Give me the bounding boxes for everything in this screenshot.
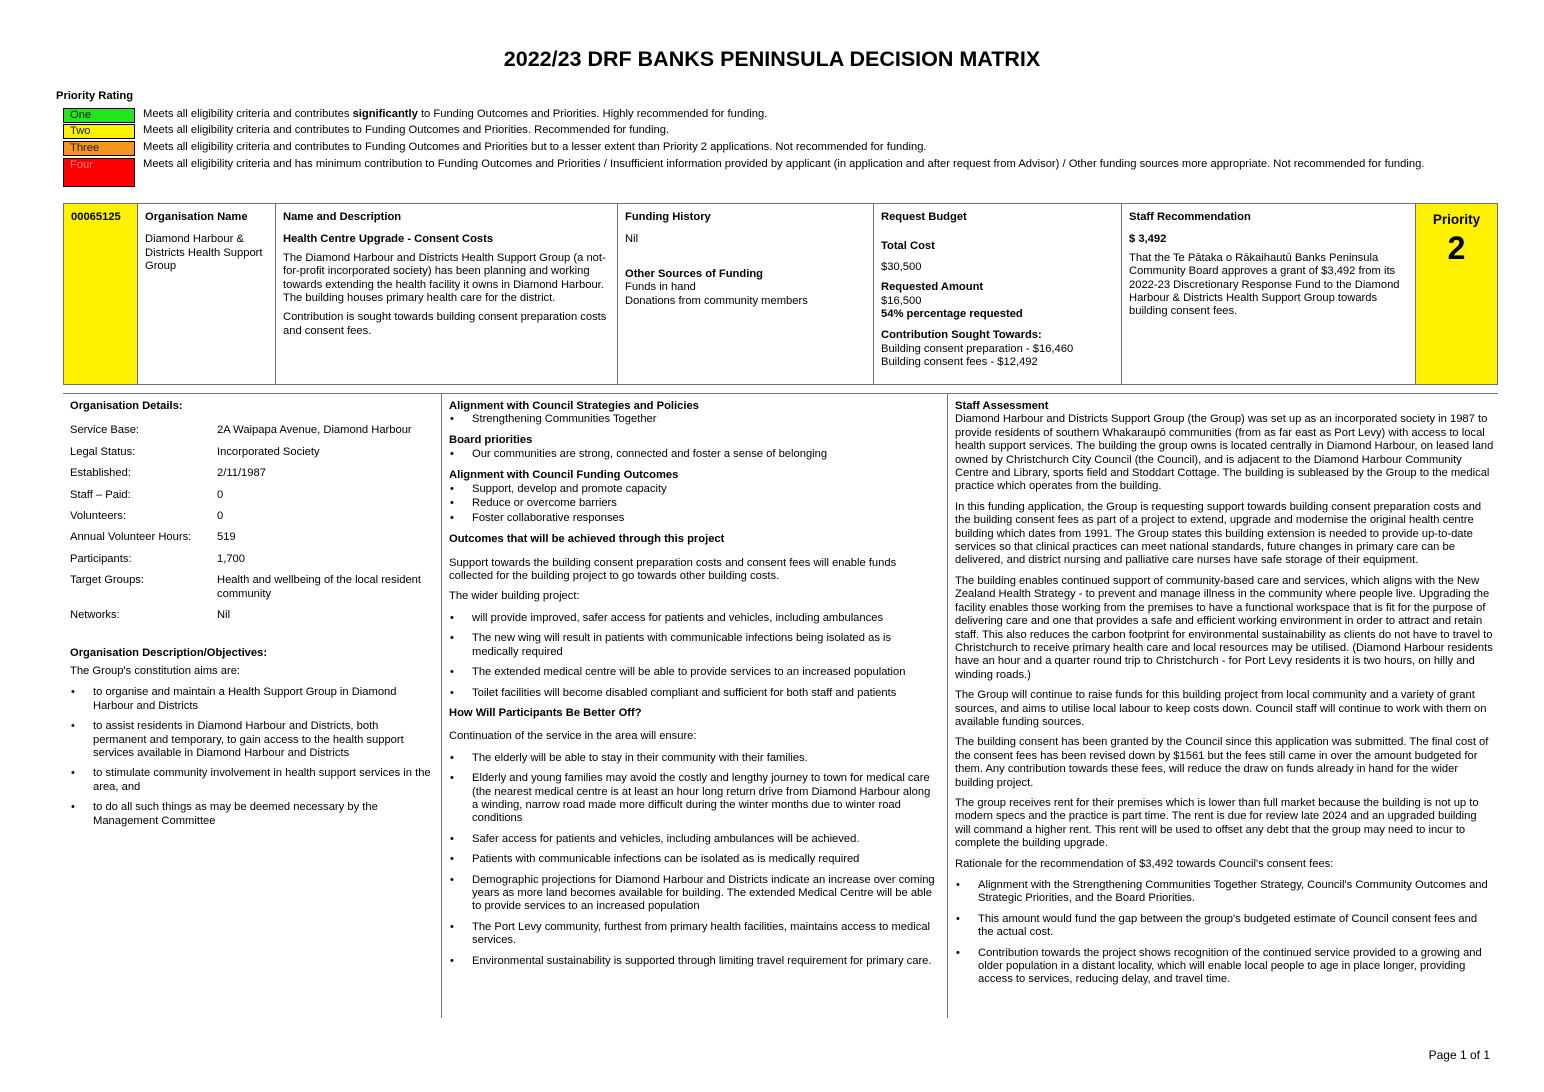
rationale-list [955, 879, 1495, 987]
assessment-paragraph: The building enables continued support of community-based care and services, which aligns with the New Zealand Health Strategy - to prevent and manage illness in the community where people live. Upgrading the facility enables those working from the premises to have a functional workspace that is fit for the purpose of delivering care and one that provides a safe and efficient working environment in order to attract and retain staff. This also reduces the carbon footprint for environmental sustainability as clients do not have to travel to Christchurch to receive primary health care and local resources may be utilised. (Diamond Harbour residents have an hour and a quarter round trip to Christchurch - for Port Levy residents it is two hours, on hilly and winding roads.) [955, 574, 1493, 681]
project-title: Health Centre Upgrade - Consent Costs [283, 233, 494, 246]
list-item: • to stimulate community involvement in health support services in the area, and [70, 767, 434, 794]
list-item: • Safer access for patients and vehicles, including ambulances will be achieved. [449, 833, 939, 846]
other-source-item: Donations from community members [625, 294, 808, 307]
list-item: • Support, develop and promote capacity [449, 483, 939, 496]
detail-label: Legal Status: [70, 445, 136, 458]
list-item: • Our communities are strong, connected and foster a sense of belonging [449, 448, 939, 461]
priority-swatch-one: One [63, 108, 135, 123]
requested-amount-value: $16,500 [881, 294, 922, 307]
detail-label: Staff – Paid: [70, 488, 131, 501]
section-divider [63, 393, 1498, 394]
request-budget-cell [874, 204, 1122, 384]
detail-value: Incorporated Society [217, 445, 320, 458]
name-description-cell [276, 204, 618, 384]
organisation-details-heading: Organisation Details: [70, 400, 183, 412]
staff-assessment-heading: Staff Assessment [955, 400, 1049, 412]
detail-label: Volunteers: [70, 510, 126, 523]
constitution-aims-list [70, 686, 434, 828]
priority-swatch-three: Three [63, 141, 135, 156]
detail-row [70, 489, 434, 502]
column-divider [947, 394, 948, 1018]
wider-project-list [449, 612, 939, 700]
total-cost-value: $30,500 [881, 260, 922, 273]
column-divider [441, 394, 442, 1018]
name-description-heading: Name and Description [283, 211, 402, 223]
other-source-item: Funds in hand [625, 281, 696, 294]
priority-description-three: Meets all eligibility criteria and contributes to Funding Outcomes and Priorities but to a lesser extent than Priority 2 applications. Not recommended for funding. [143, 141, 927, 153]
staff-recommendation-heading: Staff Recommendation [1129, 211, 1251, 223]
assessment-paragraph: In this funding application, the Group is requesting support towards building consent preparation costs and the building consent fees as part of a project to extend, upgrade and modernise the original health centre building which dates from 1991. The Group states this building extension is needed to provide up-to-date services so that clinical practices can meet national standards, future changes in primary care can be delivered, and district nursing and palliative care nurses have safe storage of their equipment. [955, 500, 1482, 567]
detail-row [70, 424, 434, 437]
list-item: • will provide improved, safer access for patients and vehicles, including ambulances [449, 612, 939, 625]
list-item: • to do all such things as may be deemed necessary by the Management Committee [70, 801, 434, 828]
list-item: • Strengthening Communities Together [449, 413, 939, 426]
project-outcomes-heading: Outcomes that will be achieved through this project [449, 533, 725, 546]
detail-value: 1,700 [217, 552, 245, 565]
recommended-amount: $ 3,492 [1129, 233, 1167, 246]
detail-label: Networks: [70, 609, 120, 622]
detail-row [70, 467, 434, 480]
detail-label: Established: [70, 467, 131, 480]
detail-value: Nil [217, 609, 231, 622]
detail-label: Service Base: [70, 424, 140, 437]
detail-row [70, 446, 434, 459]
detail-label: Target Groups: [70, 574, 144, 587]
priority-row-three [63, 141, 1453, 156]
contribution-item: Building consent fees - $12,492 [881, 356, 1038, 369]
organisation-description-heading: Organisation Description/Objectives: [70, 647, 268, 660]
application-id: 00065125 [64, 204, 138, 384]
priority-row-one [63, 108, 1453, 123]
list-item: • to organise and maintain a Health Support Group in Diamond Harbour and Districts [70, 686, 434, 713]
list-item: • The elderly will be able to stay in their community with their families. [449, 752, 939, 765]
list-item: • Alignment with the Strengthening Communities Together Strategy, Council's Community Outcomes and Strategic Priorities, and the Board Priorities. [955, 879, 1495, 906]
alignment-column [449, 400, 939, 975]
list-item: • Patients with communicable infections can be isolated as is medically required [449, 853, 939, 866]
detail-row [70, 609, 434, 622]
detail-value: Health and wellbeing of the local resident community [217, 574, 421, 600]
assessment-paragraph: The Group will continue to raise funds for this building project from local community and a variety of grant sources, and aims to utilise local labour to keep costs down. Council staff will continue to work with them on available funding sources. [955, 689, 1487, 728]
list-item: • Contribution towards the project shows recognition of the continued service provided to a growing and older population in a distant locality, which will enable local people to age in place longer, providing access to services, reducing delay, and travel time. [955, 947, 1495, 987]
detail-value: 2A Waipapa Avenue, Diamond Harbour [217, 424, 412, 437]
organisation-name-heading: Organisation Name [145, 211, 248, 223]
detail-value: 2/11/1987 [217, 467, 266, 480]
detail-label: Participants: [70, 552, 132, 565]
percentage-requested: 54% percentage requested [881, 308, 1023, 321]
strategies-heading: Alignment with Council Strategies and Policies [449, 400, 699, 412]
contribution-description: Contribution is sought towards building consent preparation costs and consent fees. [283, 311, 607, 337]
list-item: • Toilet facilities will become disabled compliant and sufficient for both staff and patients [449, 687, 939, 700]
list-item: • to assist residents in Diamond Harbour and Districts, both permanent and temporary, to gain access to the health support services available in Diamond Harbour and Districts [70, 720, 434, 760]
better-off-intro: Continuation of the service in the area will ensure: [449, 730, 697, 743]
contribution-item: Building consent preparation - $16,460 [881, 342, 1074, 355]
funding-outcomes-heading: Alignment with Council Funding Outcomes [449, 468, 679, 481]
list-item: • The extended medical centre will be able to provide services to an increased population [449, 666, 939, 679]
list-item: • The Port Levy community, furthest from primary health facilities, maintains access to medical services. [449, 921, 939, 948]
priority-row-two [63, 124, 1453, 139]
priority-cell [1416, 204, 1497, 384]
rationale-intro: Rationale for the recommendation of $3,492 towards Council's consent fees: [955, 857, 1334, 870]
board-priorities-list [449, 448, 939, 461]
detail-value: 519 [217, 531, 236, 544]
requested-amount-label: Requested Amount [881, 281, 984, 294]
other-sources-heading: Other Sources of Funding [625, 267, 763, 280]
staff-recommendation-text: That the Te Pātaka o Rākaihautū Banks Peninsula Community Board approves a grant of $3,492 from its 2022-23 Discretionary Response Fund to the Diamond Harbour & Districts Health Support Group towards building consent fees. [1129, 251, 1400, 318]
priority-swatch-four: Four [63, 158, 135, 187]
priority-swatch-two: Two [63, 124, 135, 139]
detail-label: Annual Volunteer Hours: [70, 531, 192, 544]
priority-value: 2 [1447, 230, 1466, 266]
assessment-paragraph: Diamond Harbour and Districts Support Group (the Group) was set up as an incorporated society in 1987 to provide residents of southern Whakaraupō communities (from as far east as Port Levy) with access to local health support services. The building the group owns is located centrally in Diamond Harbour, on leased land owned by Christchurch City Council (the Council), and is adjacent to the Diamond Harbour Community Centre and Library, sports field and Stoddart Cottage. The building is subleased by the Group to the medical practice which operates from the building. [955, 413, 1494, 493]
wider-project-intro: The wider building project: [449, 590, 580, 603]
priority-label: Priority [1432, 212, 1481, 227]
board-priorities-heading: Board priorities [449, 433, 533, 446]
page-title: 2022/23 DRF BANKS PENINSULA DECISION MATRIX [503, 47, 1041, 71]
list-item: • Foster collaborative responses [449, 512, 939, 525]
staff-recommendation-cell [1122, 204, 1416, 384]
priority-row-four [63, 158, 1453, 187]
detail-value: 0 [217, 488, 224, 501]
organisation-description-intro: The Group's constitution aims are: [70, 664, 241, 677]
detail-row [70, 510, 434, 523]
contribution-sought-label: Contribution Sought Towards: [881, 329, 1042, 342]
list-item: • Environmental sustainability is supported through limiting travel requirement for primary care. [449, 955, 939, 968]
staff-assessment-column [955, 400, 1495, 994]
page-number: Page 1 of 1 [1428, 1048, 1490, 1062]
funding-history-heading: Funding History [625, 211, 711, 223]
organisation-name-cell [138, 204, 276, 384]
list-item: • This amount would fund the gap between the group's budgeted estimate of Council consent fees and the actual cost. [955, 913, 1495, 940]
detail-row [70, 531, 434, 544]
project-description: The Diamond Harbour and Districts Health Support Group (a not-for-profit incorporated society) has been planning and working towards extending the health facility it owns in Diamond Harbour. The building houses primary health care for the district. [283, 251, 606, 305]
better-off-list [449, 752, 939, 968]
priority-description-four: Meets all eligibility criteria and has minimum contribution to Funding Outcomes and Priorities / Insufficient information provided by applicant (in application and after request from Advisor) / Other funding sources more appropriate. Not recommended for funding. [143, 158, 1425, 170]
application-summary [63, 203, 1498, 385]
funding-outcomes-list [449, 483, 939, 525]
total-cost-label: Total Cost [881, 240, 935, 253]
priority-description-one: Meets all eligibility criteria and contributes significantly to Funding Outcomes and Priorities. Highly recommended for funding. [143, 108, 768, 120]
organisation-name: Diamond Harbour & Districts Health Support Group [145, 233, 263, 273]
assessment-paragraph: The building consent has been granted by the Council since this application was submitted. The final cost of the consent fees has been revised down by $1561 but the fees still came in over the amount budgeted for them. Any contribution towards these fees, will reduce the draw on funds already in hand for the wider building project. [955, 736, 1489, 789]
better-off-heading: How Will Participants Be Better Off? [449, 706, 642, 719]
funding-history-value: Nil [625, 233, 639, 246]
detail-row [70, 553, 434, 566]
strategies-list [449, 413, 939, 426]
list-item: • Reduce or overcome barriers [449, 497, 939, 510]
priority-description-two: Meets all eligibility criteria and contributes to Funding Outcomes and Priorities. Recommended for funding. [143, 124, 670, 136]
priority-rating-heading: Priority Rating [56, 90, 134, 102]
list-item: • Demographic projections for Diamond Harbour and Districts indicate an increase over coming years as more land becomes available for building. The extended Medical Centre will be able to provide services to an increased population [449, 874, 939, 914]
assessment-paragraph: The group receives rent for their premises which is lower than full market because the building is not up to modern specs and the practice is part time. The rent is due for review late 2024 and an upgraded building will command a higher rent. This rent will be used to offset any debt that the group may need to incur to complete the building upgrade. [955, 796, 1479, 850]
project-outcomes-text: Support towards the building consent preparation costs and consent fees will enable funds collected for the building project to go towards other building costs. [449, 556, 897, 583]
funding-history-cell [618, 204, 874, 384]
request-budget-heading: Request Budget [881, 211, 967, 223]
detail-row [70, 574, 434, 601]
organisation-details-column [70, 400, 434, 835]
list-item: • The new wing will result in patients with communicable infections being isolated as is medically required [449, 632, 939, 659]
list-item: • Elderly and young families may avoid the costly and lengthy journey to town for medical care (the nearest medical centre is at least an hour long return drive from Diamond Harbour along a winding, narrow road made more difficult during the winter months due to winter road conditions [449, 772, 939, 826]
detail-value: 0 [217, 510, 224, 523]
